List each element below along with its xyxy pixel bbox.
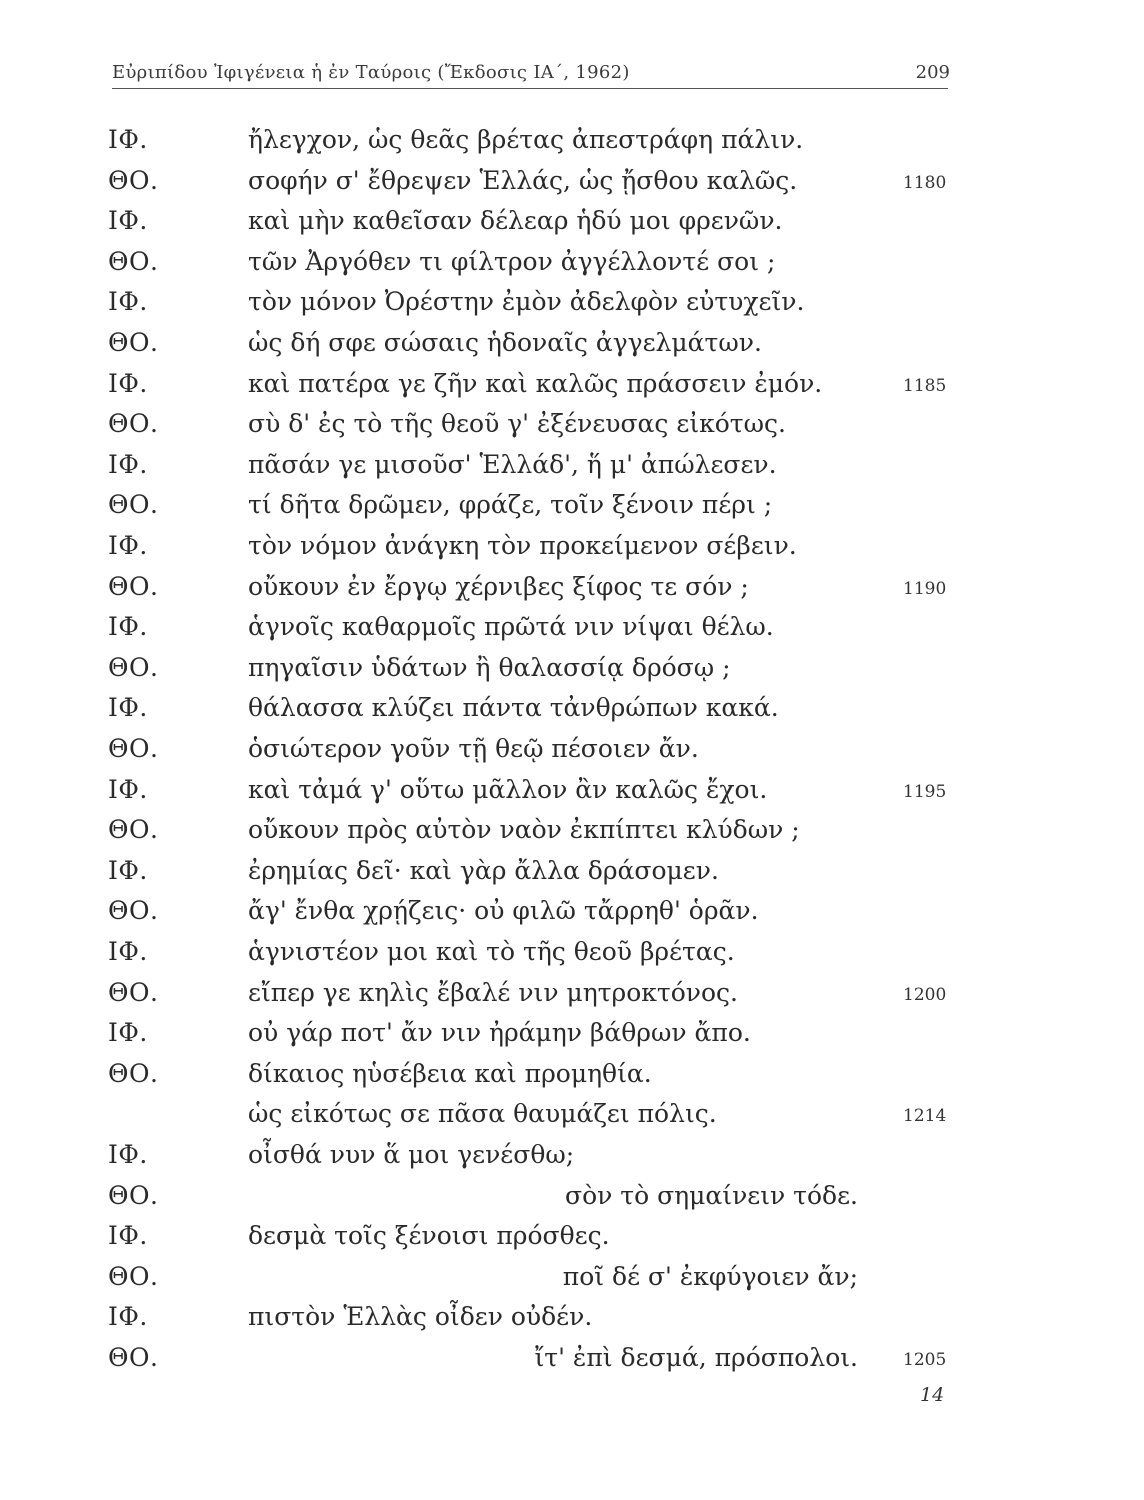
verse-line <box>108 1017 968 1057</box>
verse-line <box>108 1058 968 1098</box>
running-header <box>112 58 948 89</box>
verse-line <box>108 408 968 448</box>
speaker-label: ΘΟ. <box>108 490 159 520</box>
speaker-label: ΙΦ. <box>108 125 148 154</box>
verse-line <box>108 368 968 408</box>
verse-text: οἶσθά νυν ἅ μοι γενέσθω; <box>248 1140 575 1169</box>
speaker-label: ΘΟ. <box>108 409 159 439</box>
verse-line <box>108 611 968 651</box>
speaker-label: ΘΟ. <box>108 246 159 276</box>
verse-text: εἴπερ γε κηλὶς ἔβαλέ νιν μητροκτόνος. <box>248 977 738 1007</box>
verse-line <box>108 327 968 367</box>
verse-text: σοφήν σ' ἔθρεψεν Ἑλλάς, ὡς ᾔσθου καλῶς. <box>248 165 798 195</box>
line-number: 1200 <box>903 984 947 1005</box>
verse-line <box>108 1301 968 1341</box>
verse-line <box>108 1261 968 1301</box>
verse-text: σὺ δ' ἐς τὸ τῆς θεοῦ γ' ἐξένευσας εἰκότως. <box>248 409 786 439</box>
verse-text: οὐ γάρ ποτ' ἄν νιν ἠράμην βάθρων ἄπο. <box>248 1018 751 1048</box>
speaker-label: ΘΟ. <box>108 652 159 682</box>
verse-line <box>108 936 968 976</box>
verse-text: ποῖ δέ σ' ἐκφύγοιεν ἄν; <box>562 1261 858 1291</box>
verse-line <box>108 814 968 854</box>
verse-line <box>108 1342 968 1382</box>
verse-text: πηγαῖσιν ὑδάτων ἢ θαλασσίᾳ δρόσῳ ; <box>248 652 731 682</box>
speaker-label: ΘΟ. <box>108 734 159 763</box>
speaker-label: ΙΦ. <box>108 612 148 642</box>
speaker-label: ΙΦ. <box>108 1018 148 1048</box>
verse-text: ἴτ' ἐπὶ δεσμά, πρόσπολοι. <box>534 1343 858 1372</box>
verse-text: δίκαιος ηὑσέβεια καὶ προμηθία. <box>248 1058 652 1088</box>
verse-text: πᾶσάν γε μισοῦσ' Ἑλλάδ', ἥ μ' ἀπώλεσεν. <box>248 449 777 479</box>
verse-line <box>108 895 968 935</box>
verse-line <box>108 977 968 1017</box>
verse-text: τὸν μόνον Ὀρέστην ἐμὸν ἀδελφὸν εὐτυχεῖν. <box>248 287 805 317</box>
verse-text: ἄγ' ἔνθα χρῄζεις· οὐ φιλῶ τἄρρηθ' ὁρᾶν. <box>248 896 759 926</box>
speaker-label: ΙΦ. <box>108 449 148 479</box>
speaker-label: ΘΟ. <box>108 1261 159 1291</box>
verse-text: οὔκουν ἐν ἔργῳ χέρνιβες ξίφος τε σόν ; <box>248 571 749 601</box>
line-number: 1195 <box>903 781 947 802</box>
verse-line <box>108 1220 968 1260</box>
verse-text: ἁγνοῖς καθαρμοῖς πρῶτά νιν νίψαι θέλω. <box>248 612 774 642</box>
speaker-label: ΘΟ. <box>108 328 159 357</box>
line-number: 1214 <box>903 1106 947 1127</box>
verse-text: ὡς εἰκότως σε πᾶσα θαυμάζει πόλις. <box>248 1099 717 1129</box>
speaker-label: ΘΟ. <box>108 896 159 926</box>
header-title: Εὐριπίδου Ἰφιγένεια ἡ ἐν Ταύροις (Ἔκδοσις ΙΑ΄, 1962) <box>112 62 630 83</box>
verse-line <box>108 1180 968 1220</box>
verse-text: σὸν τὸ σημαίνειν τόδε. <box>565 1180 858 1210</box>
verse-text: ἐρημίας δεῖ· καὶ γὰρ ἄλλα δράσομεν. <box>248 855 719 885</box>
speaker-label: ΙΦ. <box>108 368 148 398</box>
speaker-label: ΙΦ. <box>108 287 148 317</box>
verse-line <box>108 692 968 732</box>
speaker-label: ΘΟ. <box>108 1180 159 1210</box>
verse-text: ὡς δή σφε σώσαις ἡδοναῖς ἀγγελμάτων. <box>248 328 762 357</box>
verse-text: ἁγνιστέον μοι καὶ τὸ τῆς θεοῦ βρέτας. <box>248 937 735 966</box>
verse-line <box>108 246 968 286</box>
line-number: 1180 <box>903 172 947 193</box>
speaker-label: ΙΦ. <box>108 855 148 885</box>
speaker-label: ΘΟ. <box>108 571 159 601</box>
verse-text: δεσμὰ τοῖς ξένοισι πρόσθες. <box>248 1221 610 1251</box>
verse-text: οὔκουν πρὸς αὐτὸν ναὸν ἐκπίπτει κλύδων ; <box>248 815 800 845</box>
speaker-label: ΙΦ. <box>108 937 148 966</box>
speaker-label: ΘΟ. <box>108 1343 159 1372</box>
speaker-label: ΙΦ. <box>108 774 148 804</box>
verse-text: ὁσιώτερον γοῦν τῇ θεῷ πέσοιεν ἄν. <box>248 734 699 763</box>
line-number: 1190 <box>903 578 947 599</box>
verse-line <box>108 1139 968 1179</box>
verse-line <box>108 855 968 895</box>
verse-line <box>108 1098 968 1138</box>
speaker-label: ΘΟ. <box>108 1058 159 1088</box>
verse-line <box>108 571 968 611</box>
verse-line <box>108 774 968 814</box>
verse-line <box>108 165 968 205</box>
speaker-label: ΘΟ. <box>108 165 159 195</box>
verse-line <box>108 733 968 773</box>
verse-text: τῶν Ἀργόθεν τι φίλτρον ἀγγέλλοντέ σοι ; <box>248 246 776 276</box>
verse-line <box>108 530 968 570</box>
speaker-label: ΙΦ. <box>108 206 148 236</box>
speaker-label: ΘΟ. <box>108 815 159 845</box>
page-number: 209 <box>915 62 950 83</box>
verse-text: θάλασσα κλύζει πάντα τἀνθρώπων κακά. <box>248 693 779 723</box>
speaker-label: ΙΦ. <box>108 1140 148 1169</box>
verse-text: καὶ μὴν καθεῖσαν δέλεαρ ἡδύ μοι φρενῶν. <box>248 206 783 236</box>
verse-line <box>108 286 968 326</box>
signature-mark: 14 <box>920 1384 945 1406</box>
verse-line <box>108 449 968 489</box>
verse-line <box>108 205 968 245</box>
verse-text: καὶ τἀμά γ' οὕτω μᾶλλον ἂν καλῶς ἔχοι. <box>248 774 768 804</box>
verse-text: τὸν νόμον ἀνάγκη τὸν προκείμενον σέβειν. <box>248 531 797 560</box>
speaker-label: ΘΟ. <box>108 977 159 1007</box>
line-number: 1185 <box>903 375 947 396</box>
verse-line <box>108 489 968 529</box>
verse-line <box>108 652 968 692</box>
verse-text: τί δῆτα δρῶμεν, φράζε, τοῖν ξένοιν πέρι ; <box>248 490 773 520</box>
verse-text: πιστὸν Ἑλλὰς οἶδεν οὐδέν. <box>248 1302 593 1332</box>
speaker-label: ΙΦ. <box>108 1302 148 1332</box>
verse-text: καὶ πατέρα γε ζῆν καὶ καλῶς πράσσειν ἐμόν. <box>248 368 823 398</box>
speaker-label: ΙΦ. <box>108 531 148 560</box>
verse-text: ἤλεγχον, ὡς θεᾶς βρέτας ἀπεστράφη πάλιν. <box>248 125 804 154</box>
speaker-label: ΙΦ. <box>108 1221 148 1251</box>
line-number: 1205 <box>903 1350 947 1370</box>
speaker-label: ΙΦ. <box>108 693 148 723</box>
verse-line <box>108 124 968 164</box>
